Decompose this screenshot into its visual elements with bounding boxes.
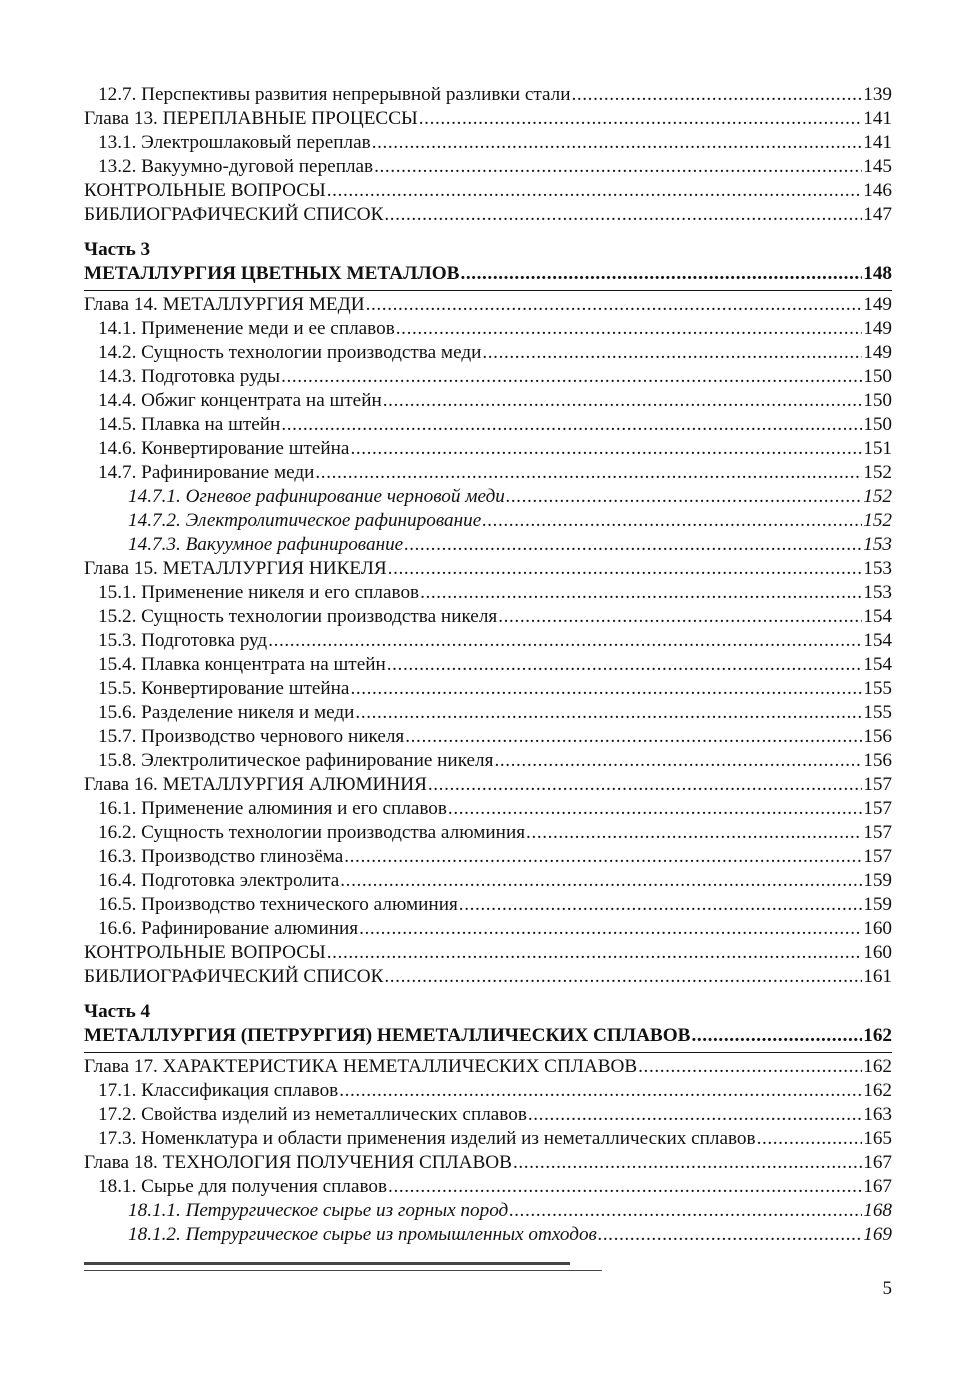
toc-entry-page: 159 [863,894,892,915]
toc-entry-title: 15.6. Разделение никеля и меди [98,702,355,723]
toc-group-part4 [84,1055,892,1247]
toc-entry-title: 18.1.2. Петрургическое сырье из промышленных отходов [128,1224,597,1245]
toc-section-row[interactable] [84,845,892,869]
toc-entry-title: 15.7. Производство чернового никеля [98,726,405,747]
toc-entry-page: 167 [863,1176,892,1197]
toc-section-row[interactable] [84,605,892,629]
dot-leader [528,1103,862,1127]
toc-entry-title: КОНТРОЛЬНЫЕ ВОПРОСЫ [84,180,326,201]
toc-entry-title: 15.4. Плавка концентрата на штейн [98,654,386,675]
toc-entry-page: 159 [863,870,892,891]
toc-entry-page: 155 [863,702,892,723]
toc-entry-page: 153 [863,558,892,579]
toc-entry-page: 167 [863,1152,892,1173]
toc-subsection-row[interactable] [84,533,892,557]
dot-leader [404,533,862,557]
toc-entry-page: 149 [863,342,892,363]
toc-entry-title: 15.3. Подготовка руд [98,630,268,651]
toc-section-row[interactable] [84,581,892,605]
toc-group-part3 [84,293,892,989]
toc-entry-title: Глава 18. ТЕХНОЛОГИЯ ПОЛУЧЕНИЯ СПЛАВОВ [84,1152,512,1173]
part3-title-row[interactable] [84,262,892,291]
dot-leader [691,1024,862,1048]
toc-entry-page: 154 [863,654,892,675]
toc-section-row[interactable] [84,677,892,701]
toc-entry-title: 12.7. Перспективы развития непрерывной разливки стали [98,84,571,105]
toc-chapter-row[interactable] [84,1055,892,1079]
dot-leader [638,1055,862,1079]
dot-leader [757,1127,863,1151]
toc-section-row[interactable] [84,917,892,941]
toc-entry-page: 153 [863,534,892,555]
dot-leader [355,701,862,725]
toc-entry-page: 156 [863,726,892,747]
toc-entry-page: 139 [863,84,892,105]
toc-section-row[interactable] [84,437,892,461]
toc-entry-page: 153 [863,582,892,603]
toc-entry-title: 13.1. Электрошлаковый переплав [98,132,371,153]
toc-entry-title: 14.7.1. Огневое рафинирование черновой меди [128,486,505,507]
dot-leader [396,317,862,341]
toc-entry-page: 146 [863,180,892,201]
toc-group-part2-tail [84,83,892,227]
toc-entry-page: 168 [863,1200,892,1221]
toc-section-row[interactable] [84,461,892,485]
toc-section-row[interactable] [84,317,892,341]
toc-entry-title: 14.7. Рафинирование меди [98,462,315,483]
toc-chapter-row[interactable] [84,773,892,797]
toc-section-row[interactable] [84,1079,892,1103]
toc-entry-title: 16.6. Рафинирование алюминия [98,918,359,939]
toc-section-row[interactable] [84,1103,892,1127]
dot-leader [513,1151,862,1175]
toc-subsection-row[interactable] [84,1199,892,1223]
toc-entry-page: 149 [863,318,892,339]
toc-entry-page: 141 [863,132,892,153]
dot-leader [405,725,862,749]
dot-leader [428,773,862,797]
toc-entry-page: 162 [863,1080,892,1101]
dot-leader [571,83,862,107]
dot-leader [384,203,862,227]
toc-entry-title: КОНТРОЛЬНЫЕ ВОПРОСЫ [84,942,326,963]
toc-entry-title: 17.3. Номенклатура и области применения изделий из неметаллических сплавов [98,1128,756,1149]
dot-leader [482,341,862,365]
toc-section-row[interactable] [84,701,892,725]
toc-entry-page: 152 [863,486,892,507]
toc-entry-page: 145 [863,156,892,177]
toc-section-row[interactable] [84,413,892,437]
toc-entry-page: 161 [863,966,892,987]
toc-section-row[interactable] [84,749,892,773]
page-number: 5 [882,1278,892,1299]
toc-entry-page: 141 [863,108,892,129]
dot-leader [350,677,862,701]
dot-leader [509,1199,862,1223]
toc-section-row[interactable] [84,653,892,677]
toc-entry-page: 169 [863,1224,892,1245]
toc-chapter-row[interactable] [84,557,892,581]
toc-entry-title: Глава 14. МЕТАЛЛУРГИЯ МЕДИ [84,294,365,315]
toc-entry-title: 14.6. Конвертирование штейна [98,438,350,459]
dot-leader [388,557,863,581]
toc-entry-page: 157 [863,822,892,843]
part4-title-row[interactable] [84,1024,892,1053]
toc-section-row[interactable] [84,83,892,107]
dot-leader [506,485,862,509]
toc-entry-title: 16.5. Производство технического алюминия [98,894,458,915]
toc-chapter-row[interactable] [84,293,892,317]
toc-section-row[interactable] [84,869,892,893]
toc-entry-title: 14.1. Применение меди и ее сплавов [98,318,395,339]
dot-leader [384,965,862,989]
toc-chapter-row[interactable] [84,107,892,131]
toc-entry-title: БИБЛИОГРАФИЧЕСКИЙ СПИСОК [84,966,384,987]
toc-section-row[interactable] [84,341,892,365]
toc-subsection-row[interactable] [84,1223,892,1247]
dot-leader [268,629,862,653]
dot-leader [350,437,862,461]
toc-section-row[interactable] [84,821,892,845]
dot-leader [281,413,862,437]
toc-entry-title: 13.2. Вакуумно-дуговой переплав [98,156,374,177]
dot-leader [598,1223,862,1247]
toc-section-row[interactable] [84,1175,892,1199]
toc-entry-page: 152 [863,462,892,483]
toc-chapter-row[interactable] [84,965,892,989]
dot-leader [340,869,862,893]
toc-entry-title: 14.7.2. Электролитическое рафинирование [128,510,482,531]
toc-entry-title: 15.2. Сущность технологии производства никеля [98,606,498,627]
dot-leader [459,893,862,917]
toc-entry-title: Глава 17. ХАРАКТЕРИСТИКА НЕМЕТАЛЛИЧЕСКИХ СПЛАВОВ [84,1056,638,1077]
dot-leader [281,365,862,389]
toc-entry-page: 154 [863,630,892,651]
toc-entry-title: Глава 15. МЕТАЛЛУРГИЯ НИКЕЛЯ [84,558,387,579]
toc-entry-title: 18.1. Сырье для получения сплавов [98,1176,388,1197]
dot-leader [383,389,862,413]
dot-leader [359,917,862,941]
toc-entry-title: 15.5. Конвертирование штейна [98,678,350,699]
toc-entry-page: 150 [863,366,892,387]
toc-section-row[interactable] [84,797,892,821]
dot-leader [315,461,862,485]
dot-leader [327,179,862,203]
part4-label: Часть 4 [84,1001,151,1022]
toc-subsection-row[interactable] [84,509,892,533]
toc-entry-page: 150 [863,390,892,411]
toc-entry-title: 17.2. Свойства изделий из неметаллических сплавов [98,1104,527,1125]
toc-entry-page: 163 [863,1104,892,1125]
part3-title: МЕТАЛЛУРГИЯ ЦВЕТНЫХ МЕТАЛЛОВ [84,263,460,284]
dot-leader [419,107,862,131]
toc-section-row[interactable] [84,893,892,917]
toc-chapter-row[interactable] [84,1151,892,1175]
toc-entry-page: 157 [863,798,892,819]
dot-leader [387,653,862,677]
toc-entry-title: 14.7.3. Вакуумное рафинирование [128,534,404,555]
toc-entry-page: 157 [863,774,892,795]
toc-entry-title: 15.1. Применение никеля и его сплавов [98,582,420,603]
toc-entry-title: 14.3. Подготовка руды [98,366,281,387]
footer-rule [84,1262,570,1265]
toc-entry-page: 160 [863,918,892,939]
toc-entry-title: 16.2. Сущность технологии производства алюминия [98,822,526,843]
toc-entry-title: БИБЛИОГРАФИЧЕСКИЙ СПИСОК [84,204,384,225]
toc-section-row[interactable] [84,131,892,155]
toc-entry-page: 160 [863,942,892,963]
dot-leader [327,941,862,965]
toc-chapter-row[interactable] [84,179,892,203]
toc-entry-title: 14.2. Сущность технологии производства меди [98,342,482,363]
toc-subsection-row[interactable] [84,485,892,509]
toc-section-row[interactable] [84,629,892,653]
toc-entry-page: 150 [863,414,892,435]
toc-entry-title: 16.4. Подготовка электролита [98,870,340,891]
dot-leader [482,509,862,533]
toc-section-row[interactable] [84,725,892,749]
footer-rule-thin [84,1270,602,1271]
dot-leader [339,1079,862,1103]
dot-leader [420,581,862,605]
dot-leader [448,797,862,821]
toc-entry-page: 152 [863,510,892,531]
toc-entry-page: 156 [863,750,892,771]
toc-entry-title: 18.1.1. Петрургическое сырье из горных пород [128,1200,509,1221]
toc-chapter-row[interactable] [84,203,892,227]
dot-leader [344,845,862,869]
toc-section-row[interactable] [84,1127,892,1151]
part4-page: 162 [863,1025,892,1046]
toc-section-row[interactable] [84,365,892,389]
table-of-contents [84,83,892,1247]
toc-entry-page: 155 [863,678,892,699]
toc-entry-page: 162 [863,1056,892,1077]
toc-entry-page: 157 [863,846,892,867]
toc-entry-title: Глава 16. МЕТАЛЛУРГИЯ АЛЮМИНИЯ [84,774,427,795]
dot-leader [374,155,862,179]
toc-entry-title: 14.4. Обжиг концентрата на штейн [98,390,382,411]
dot-leader [366,293,863,317]
part3-page: 148 [863,263,892,284]
toc-entry-title: 14.5. Плавка на штейн [98,414,281,435]
toc-entry-title: 15.8. Электролитическое рафинирование никеля [98,750,494,771]
toc-entry-title: Глава 13. ПЕРЕПЛАВНЫЕ ПРОЦЕССЫ [84,108,418,129]
dot-leader [388,1175,862,1199]
dot-leader [460,262,862,286]
toc-entry-page: 154 [863,606,892,627]
toc-entry-title: 16.1. Применение алюминия и его сплавов [98,798,447,819]
toc-entry-title: 17.1. Классификация сплавов [98,1080,339,1101]
toc-entry-title: 16.3. Производство глинозёма [98,846,344,867]
dot-leader [498,605,862,629]
toc-section-row[interactable] [84,155,892,179]
dot-leader [494,749,862,773]
toc-chapter-row[interactable] [84,941,892,965]
part3-label: Часть 3 [84,239,151,260]
part4-title: МЕТАЛЛУРГИЯ (ПЕТРУРГИЯ) НЕМЕТАЛЛИЧЕСКИХ СПЛАВОВ [84,1025,691,1046]
dot-leader [526,821,862,845]
toc-entry-page: 151 [863,438,892,459]
toc-entry-page: 149 [863,294,892,315]
toc-entry-page: 147 [863,204,892,225]
toc-section-row[interactable] [84,389,892,413]
dot-leader [372,131,863,155]
toc-entry-page: 165 [863,1128,892,1149]
